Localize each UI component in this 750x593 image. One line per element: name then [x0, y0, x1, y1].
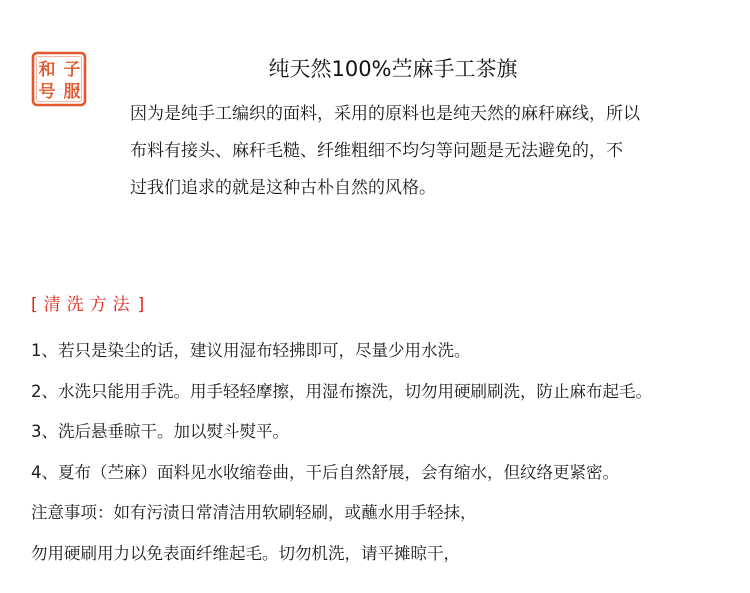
washing-note: 注意事项：如有污渍日常清洁用软刷轻刷，或蘸水用手轻抹， — [31, 503, 477, 522]
heading-bracket-open: [ — [31, 295, 38, 315]
washing-instructions — [31, 337, 747, 580]
washing-step: 1、若只是染尘的话，建议用湿布轻拂即可，尽量少用水洗。 — [31, 341, 471, 360]
intro-paragraph — [130, 96, 730, 207]
product-title: 纯天然100%苎麻手工茶旗 — [268, 57, 518, 81]
intro-line: 因为是纯手工编织的面料，采用的原料也是纯天然的麻秆麻线，所以 — [130, 104, 640, 124]
intro-line: 布料有接头、麻秆毛糙、纤维粗细不均匀等问题是无法避免的，不 — [130, 141, 623, 161]
washing-step: 2、水洗只能用手洗。用手轻轻摩擦，用湿布擦洗，切勿用硬刷刷洗，防止麻布起毛。 — [31, 381, 652, 401]
washing-section-heading — [31, 293, 144, 317]
washing-note: 勿用硬刷用力以免表面纤维起毛。切勿机洗，请平摊晾干， — [31, 543, 460, 563]
washing-step: 4、夏布（苎麻）面料见水收缩卷曲，干后自然舒展，会有缩水，但纹络更紧密。 — [31, 462, 619, 482]
seal-char-top-left: 和 — [38, 60, 56, 80]
washing-heading-text: 清洗方法 — [43, 295, 136, 315]
seal-char-top-right: 子 — [63, 60, 81, 80]
seal-char-bottom-right: 服 — [63, 82, 81, 102]
washing-step: 3、洗后悬垂晾干。加以熨斗熨平。 — [31, 422, 289, 441]
seal-char-bottom-left: 号 — [38, 82, 56, 102]
intro-line: 过我们追求的就是这种古朴自然的风格。 — [130, 178, 436, 198]
heading-bracket-close: ] — [137, 295, 145, 315]
